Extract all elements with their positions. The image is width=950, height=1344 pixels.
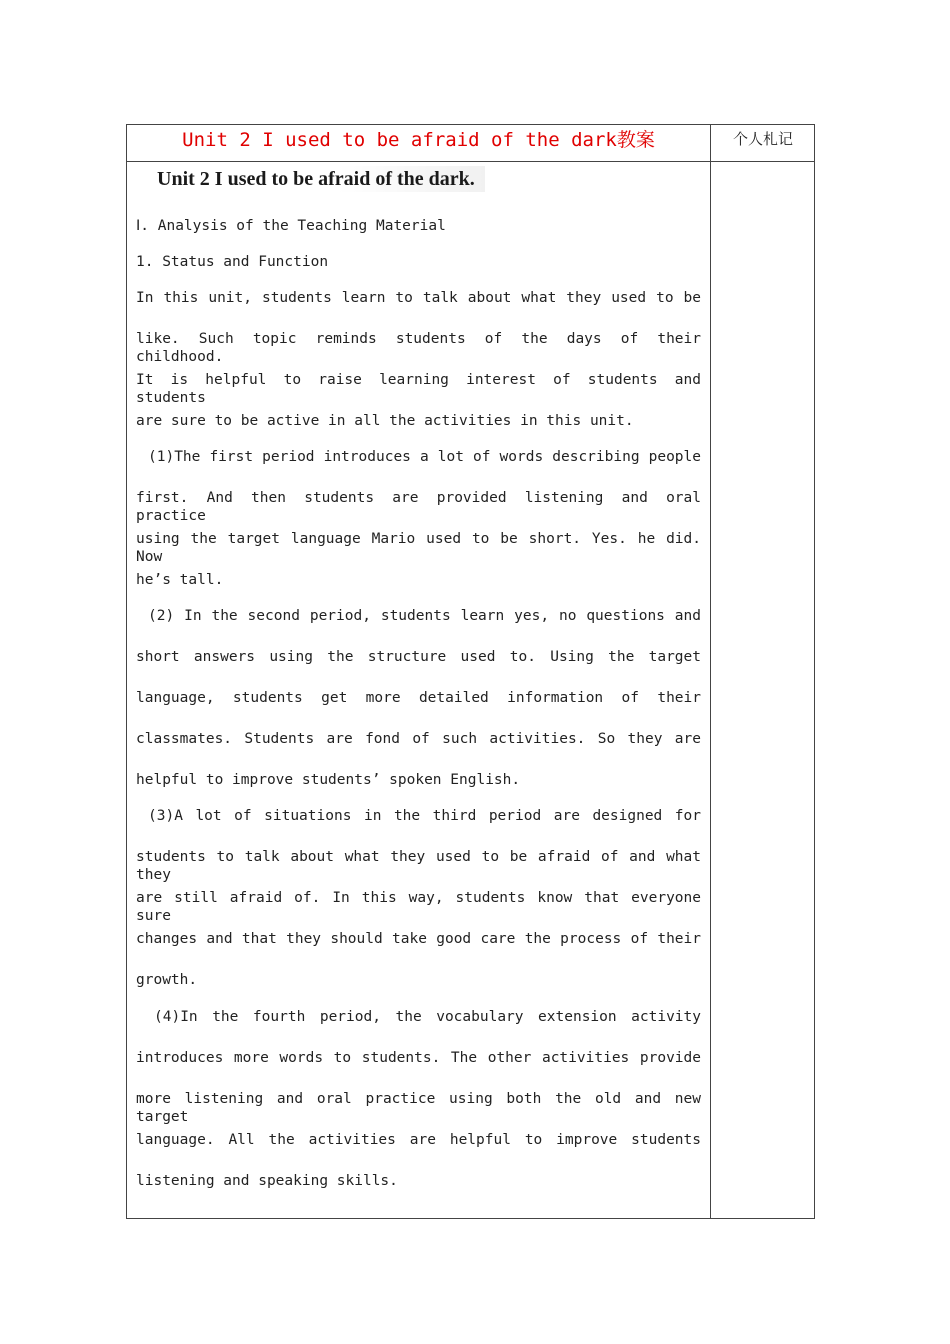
paragraph-1-line: are sure to be active in all the activities in this unit. bbox=[136, 413, 634, 429]
paragraph-2-line: using the target language Mario used to be short. Yes. he did. Now bbox=[136, 531, 701, 565]
paragraph-5-line: language. All the activities are helpful to improve students bbox=[136, 1132, 701, 1148]
paragraph-4-line: growth. bbox=[136, 972, 198, 988]
paragraph-2-line: (1)The first period introduces a lot of words describing people bbox=[148, 449, 701, 465]
paragraph-3-line: short answers using the structure used to. Using the target bbox=[136, 649, 701, 665]
paragraph-4-line: students to talk about what they used to be afraid of and what they bbox=[136, 849, 701, 883]
page-title: Unit 2 I used to be afraid of the dark教案 bbox=[182, 129, 655, 151]
paragraph-3-line: language, students get more detailed information of their bbox=[136, 690, 701, 706]
section-heading: Ⅰ. Analysis of the Teaching Material bbox=[136, 218, 446, 234]
paragraph-1-line: It is helpful to raise learning interest of students and students bbox=[136, 372, 701, 406]
paragraph-3-line: helpful to improve students’ spoken English. bbox=[136, 772, 521, 788]
paragraph-1-line: like. Such topic reminds students of the days of their childhood. bbox=[136, 331, 701, 365]
paragraph-5-line: listening and speaking skills. bbox=[136, 1173, 398, 1189]
paragraph-3-line: classmates. Students are fond of such activities. So they are bbox=[136, 731, 701, 747]
paragraph-5-line: (4)In the fourth period, the vocabulary extension activity bbox=[154, 1009, 701, 1025]
paragraph-5-line: more listening and oral practice using both the old and new target bbox=[136, 1091, 701, 1125]
paragraph-4-line: changes and that they should take good care the process of their bbox=[136, 931, 701, 947]
lesson-subtitle: Unit 2 I used to be afraid of the dark. bbox=[157, 166, 485, 192]
paragraph-2-line: he’s tall. bbox=[136, 572, 224, 588]
sub-heading: 1. Status and Function bbox=[136, 254, 329, 270]
paragraph-4-line: (3)A lot of situations in the third period are designed for bbox=[148, 808, 701, 824]
paragraph-3-line: (2) In the second period, students learn yes, no questions and bbox=[148, 608, 701, 624]
lesson-table bbox=[126, 124, 815, 1219]
notes-column-label: 个人札记 bbox=[732, 130, 793, 148]
column-divider bbox=[710, 125, 711, 1218]
paragraph-5-line: introduces more words to students. The other activities provide bbox=[136, 1050, 701, 1066]
lesson-content bbox=[136, 162, 701, 1189]
paragraph-1-line: In this unit, students learn to talk about what they used to be bbox=[136, 290, 701, 306]
paragraph-2-line: first. And then students are provided listening and oral practice bbox=[136, 490, 701, 524]
paragraph-4-line: are still afraid of. In this way, students know that everyone sure bbox=[136, 890, 701, 924]
